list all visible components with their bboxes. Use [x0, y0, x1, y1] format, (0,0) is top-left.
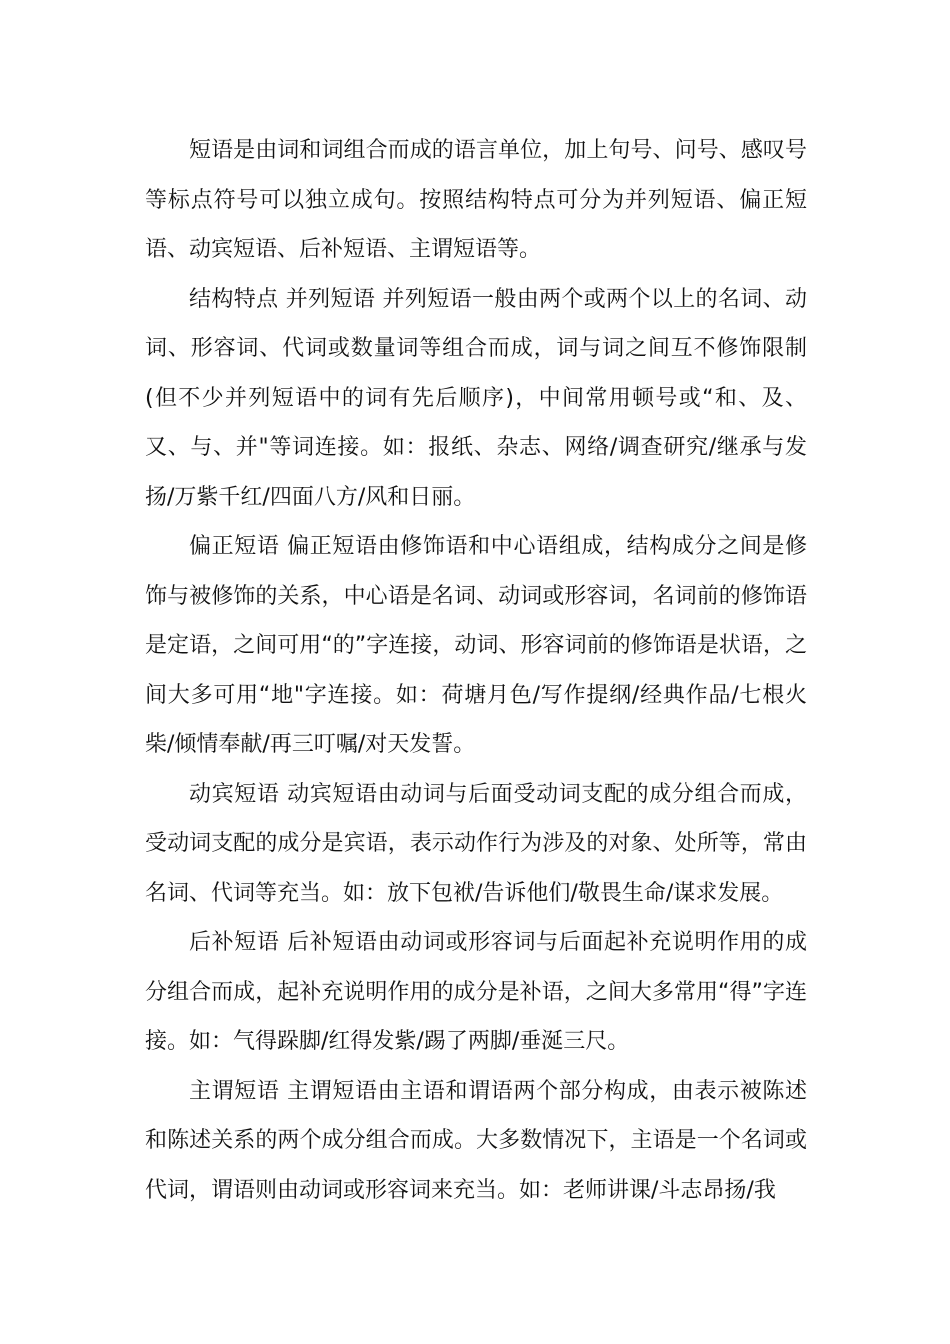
paragraph-coordinate-phrase: 结构特点 并列短语 并列短语一般由两个或两个以上的名词、动词、形容词、代词或数量词等组合而成，词与词之间互不修饰限制(但不少并列短语中的词有先后顺序)，中间常用顿号或“和、及、又、与、并"等词连接。如：报纸、杂志、网络/调查研究/继承与发扬/万紫千红/四面八方/风和日丽。 — [145, 286, 807, 510]
paragraph-verb-object-phrase: 动宾短语 动宾短语由动词与后面受动词支配的成分组合而成，受动词支配的成分是宾语，表示动作行为涉及的对象、处所等，常由名词、代词等充当。如：放下包袱/告诉他们/敬畏生命/谋求发展。 — [145, 781, 807, 906]
paragraph-modifier-phrase: 偏正短语 偏正短语由修饰语和中心语组成，结构成分之间是修饰与被修饰的关系，中心语是名词、动词或形容词，名词前的修饰语是定语，之间可用“的”字连接，动词、形容词前的修饰语是状语，之间大多可用“地"字连接。如：荷塘月色/写作提纲/经典作品/七根火柴/倾情奉献/再三叮嘱/对天发誓。 — [145, 534, 807, 757]
paragraph-complement-phrase: 后补短语 后补短语由动词或形容词与后面起补充说明作用的成分组合而成，起补充说明作用的成分是补语，之间大多常用“得”字连接。如：气得跺脚/红得发紫/踢了两脚/垂涎三尺。 — [145, 930, 807, 1054]
paragraph-subject-predicate-phrase: 主谓短语 主谓短语由主语和谓语两个部分构成，由表示被陈述和陈述关系的两个成分组合而成。大多数情况下，主语是一个名词或代词，谓语则由动词或形容词来充当。如：老师讲课/斗志昂扬/我 — [145, 1078, 807, 1203]
document-body — [145, 126, 807, 1215]
paragraph-intro: 短语是由词和词组合而成的语言单位，加上句号、问号、感叹号等标点符号可以独立成句。按照结构特点可分为并列短语、偏正短语、动宾短语、后补短语、主谓短语等。 — [145, 138, 807, 262]
